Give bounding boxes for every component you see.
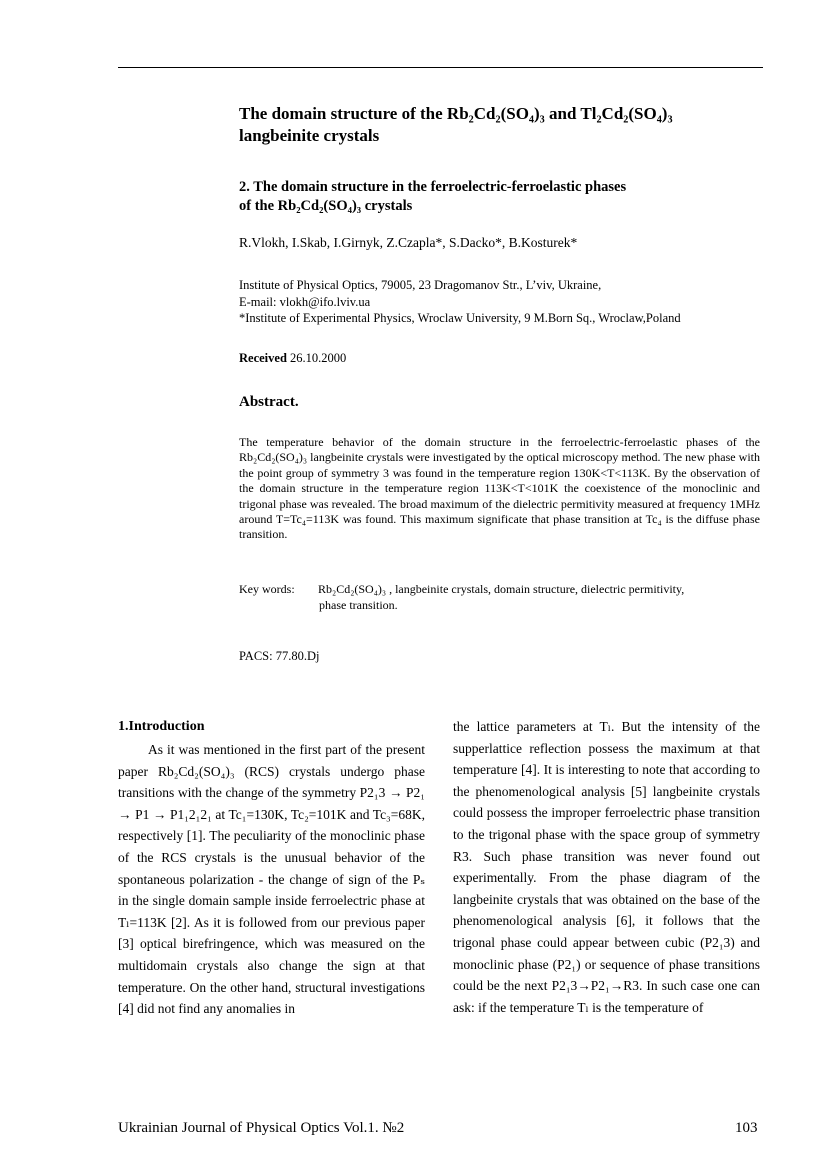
left-column-text: As it was mentioned in the first part of the present paper Rb₂Cd₂(SO₄)₃ (RCS) crystals undergo phase transitions with the change of the symmetry P2₁3 → P2₁ → P1 → P1₁2₁2₁ at Tc₁=130K, Tc₂=101K and Tc₃=68K, respectively [1]. The peculiarity of the monoclinic phase of the RCS crystals is the unusual behavior of the spontaneous polarization - the change of sign of the Pₛ in the single domain sample inside ferroelectric phase at Tₗ=113K [2]. As it is followed from our previous paper [3] optical birefringence, which was measured on the multidomain crystals also change the sign at that temperature. On the other hand, structural investigations [4] did not find any anomalies in xyxy=(118,742,425,1017)
received-label: Received xyxy=(239,351,287,365)
email: E-mail: vlokh@ifo.lviv.ua xyxy=(239,294,371,309)
right-column-text: the lattice parameters at Tₗ. But the intensity of the supperlattice reflection possess the maximum at that temperature [4]. It is interesting to note that according to the phenomenological analysis [5] langbeinite crystals could possess the improper ferroelectric phase transition to the trigonal phase with the space group of symmetry R3. Such phase transition was never found out experimentally. From the phase diagram of the langbeinite crystals that was obtained on the base of the phenomenological analysis [6], it follows that the trigonal phase could appear between cubic (P2₁3) and monoclinic phase (P2₁) or sequence of phase transitions could be the next P2₁3→P2₁→R3. In such case one can ask: if the temperature Tₗ is the temperature of xyxy=(453,719,760,1015)
journal-footer: Ukrainian Journal of Physical Optics Vol.1. №2 xyxy=(118,1120,405,1136)
affiliation-2: *Institute of Experimental Physics, Wroclaw University, 9 M.Born Sq., Wroclaw,Poland xyxy=(239,311,681,325)
abstract-text: The temperature behavior of the domain structure in the ferroelectric-ferroelastic phases of the Rb₂Cd₂(SO₄)₃ langbeinite crystals were investigated by the optical microscopy method. The new phase with the point group of symmetry 3 was found in the temperature region 130K<T<113K. By the observation of the domain structure in the temperature region 113K<T<101K the coexistence of the monoclinic and trigonal phase was revealed. The broad maximum of the dielectric permitivity measured at frequency 1MHz around T=Tc₄=113K was found. This maximum significate that phase transition at Tc₄ is the diffuse phase transition. xyxy=(239,435,760,542)
affiliations xyxy=(239,277,681,327)
affiliation-1: Institute of Physical Optics, 79005, 23 Dragomanov Str., L’viv, Ukraine, xyxy=(239,278,602,292)
paper-title xyxy=(239,103,779,147)
right-column xyxy=(453,716,760,1018)
keywords-line-1: Rb₂Cd₂(SO₄)₃ , langbeinite crystals, domain structure, dielectric permitivity, xyxy=(318,582,685,596)
keywords xyxy=(239,582,760,613)
keywords-line-2: phase transition. xyxy=(319,597,398,612)
subtitle-line-1: 2. The domain structure in the ferroelectric-ferroelastic phases xyxy=(239,179,627,195)
section-heading: 1.Introduction xyxy=(118,719,205,734)
title-line-1: The domain structure of the Rb₂Cd₂(SO₄)₃ and Tl₂Cd₂(SO₄)₃ xyxy=(239,104,673,123)
received-date: 26.10.2000 xyxy=(290,351,347,365)
title-line-2: langbeinite crystals xyxy=(239,126,380,145)
abstract-heading: Abstract. xyxy=(239,394,299,410)
top-rule xyxy=(118,67,763,68)
page-number: 103 xyxy=(735,1120,758,1136)
pacs: PACS: 77.80.Dj xyxy=(239,649,320,663)
subtitle-line-2: of the Rb₂Cd₂(SO₄)₃ crystals xyxy=(239,198,413,214)
left-column xyxy=(118,716,425,1020)
paper-subtitle xyxy=(239,178,759,216)
authors: R.Vlokh, I.Skab, I.Girnyk, Z.Czapla*, S.Dacko*, B.Kosturek* xyxy=(239,235,578,250)
keywords-label: Key words: xyxy=(239,582,295,596)
received xyxy=(239,351,346,366)
